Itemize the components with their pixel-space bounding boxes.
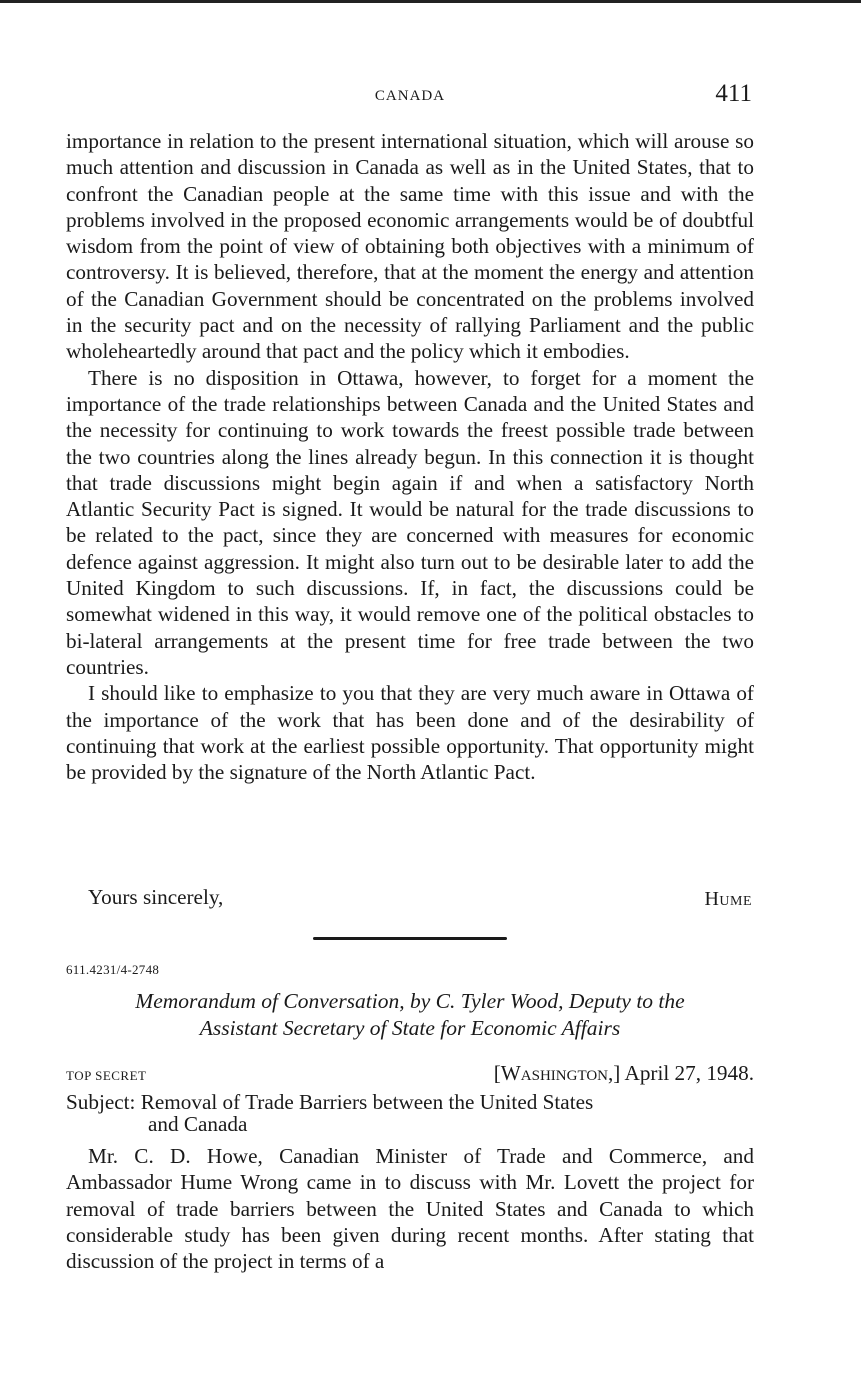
memo-paragraph-1: Mr. C. D. Howe, Canadian Minister of Trade and Commerce, and Ambassador Hume Wrong came in to discuss with Mr. Lovett the project for removal of trade barriers between the United States and Canada to which considerable study has been given during recent months. After stating that discussion of the project in terms of a (66, 1144, 754, 1274)
running-head: CANADA (374, 88, 446, 104)
subject-text-1: Removal of Trade Barriers between the United States (140, 1090, 594, 1114)
section-divider (313, 937, 507, 940)
subject-line (66, 1091, 754, 1135)
letter-paragraph-3: I should like to emphasize to you that they are very much aware in Ottawa of the importance of the work that has been done and of the desirability of continuing that work at the earliest possible opportunity. That opportunity might be provided by the signature of the North Atlantic Pact. (66, 681, 754, 785)
subject-text-2: and Canada (148, 1112, 248, 1136)
page-top-edge (0, 0, 861, 3)
subject-label: Subject: (66, 1090, 136, 1114)
file-number: 611.4231/4-2748 (66, 962, 160, 977)
letter-signoff (88, 884, 754, 910)
closing: Yours sincerely, (88, 885, 224, 909)
page-number: 411 (715, 80, 752, 107)
memo-title-line-1: Memorandum of Conversation, by C. Tyler Wood, Deputy to the (135, 989, 685, 1013)
memo-title-line-2: Assistant Secretary of State for Economic Affairs (199, 1016, 621, 1040)
page-header (66, 80, 754, 114)
dateline (494, 1061, 754, 1086)
letter-paragraph-1: importance in relation to the present international situation, which will arouse so much attention and discussion in Canada as well as in the United States, that to confront the Canadian people at the same time with this issue and with the problems involved in the proposed economic arrangements would be of doubtful wisdom from the point of view of obtaining both objectives with a minimum of controversy. It is believed, therefore, that at the moment the energy and attention of the Canadian Government should be concentrated on the problems involved in the security pact and on the necessity of rallying Parliament and the public wholeheartedly around that pact and the policy which it embodies. (66, 129, 754, 364)
memo-body (66, 1143, 754, 1274)
classification-label: TOP SECRET (66, 1068, 147, 1083)
letter-body (66, 128, 754, 785)
memo-title (66, 988, 754, 1042)
signature: Hume (704, 888, 752, 910)
dateline-date: April 27, 1948. (624, 1061, 754, 1085)
dateline-place: [Washington,] (493, 1061, 621, 1085)
letter-paragraph-2: There is no disposition in Ottawa, however, to forget for a moment the importance of the trade relationships between Canada and the United States and the necessity for continuing to work towards the freest possible trade between the two countries along the lines already begun. In this connection it is thought that trade discussions might begin again if and when a satisfactory North Atlantic Security Pact is signed. It would be natural for the trade discussions to be related to the pact, since they are concerned with measures for economic defence against aggression. It might also turn out to be desirable later to add the United Kingdom to such discussions. If, in fact, the discussions could be somewhat widened in this way, it would remove one of the political obstacles to bi-lateral arrangements at the present time for free trade between the two countries. (66, 365, 754, 679)
